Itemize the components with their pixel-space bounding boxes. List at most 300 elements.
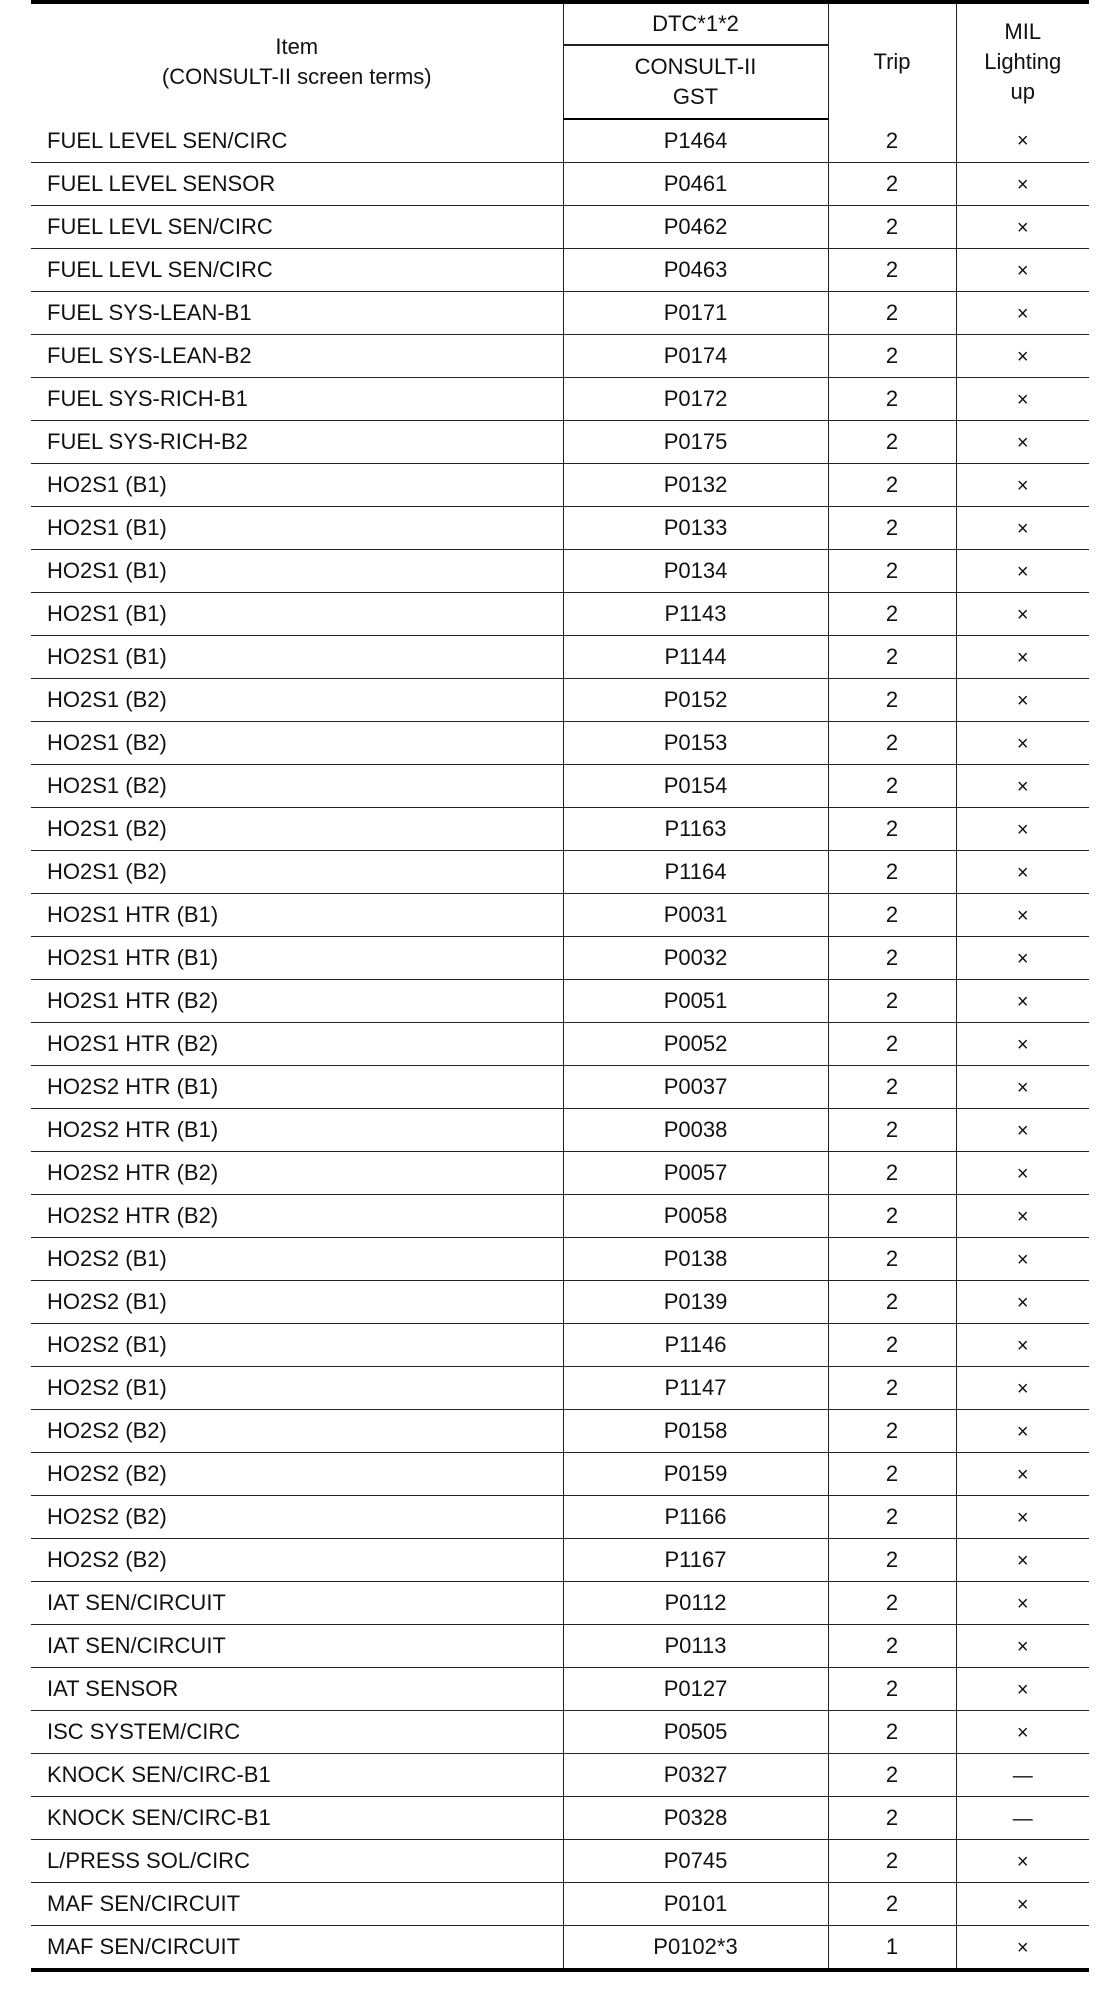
trip-cell-text: 2 bbox=[885, 1848, 899, 1873]
dtc-code-cell-text: P0174 bbox=[663, 343, 728, 368]
item-cell bbox=[31, 1023, 563, 1066]
trip-cell bbox=[828, 378, 956, 421]
mil-cell bbox=[956, 378, 1089, 421]
item-cell bbox=[31, 636, 563, 679]
dtc-code-cell-text: P0127 bbox=[663, 1676, 728, 1701]
trip-cell bbox=[828, 851, 956, 894]
item-cell-text: HO2S2 (B1) bbox=[47, 1246, 167, 1271]
item-header-label: Item bbox=[275, 33, 319, 59]
item-cell bbox=[31, 593, 563, 636]
mil-cell bbox=[956, 937, 1089, 980]
dtc-code-cell-text: P0032 bbox=[663, 945, 728, 970]
trip-cell-text: 2 bbox=[885, 1719, 899, 1744]
dtc-code-cell-text: P0505 bbox=[663, 1719, 728, 1744]
mil-cell-text: × bbox=[1016, 732, 1029, 755]
item-cell-text: FUEL SYS-RICH-B2 bbox=[47, 429, 248, 454]
item-cell bbox=[31, 464, 563, 507]
dtc-code-cell bbox=[563, 593, 828, 636]
dtc-code-cell bbox=[563, 1625, 828, 1668]
dtc-code-cell-text: P0031 bbox=[663, 902, 728, 927]
table-row bbox=[31, 1539, 1089, 1582]
trip-cell-text: 2 bbox=[885, 1504, 899, 1529]
trip-cell-text: 2 bbox=[885, 1375, 899, 1400]
item-cell bbox=[31, 292, 563, 335]
item-cell-text: HO2S2 HTR (B2) bbox=[47, 1160, 219, 1185]
trip-cell-text: 2 bbox=[885, 1332, 899, 1357]
trip-cell-text: 2 bbox=[885, 1246, 899, 1271]
table-row bbox=[31, 851, 1089, 894]
item-cell-text: HO2S1 (B2) bbox=[47, 687, 167, 712]
trip-column-header bbox=[828, 2, 956, 119]
dtc-code-cell-text: P0462 bbox=[663, 214, 728, 239]
dtc-code-cell bbox=[563, 550, 828, 593]
item-cell bbox=[31, 1496, 563, 1539]
mil-cell-text: × bbox=[1016, 775, 1029, 798]
mil-cell bbox=[956, 679, 1089, 722]
dtc-code-cell-text: P1464 bbox=[663, 128, 728, 153]
table-row bbox=[31, 119, 1089, 163]
mil-header-line2: Lighting bbox=[984, 48, 1062, 74]
trip-cell bbox=[828, 249, 956, 292]
table-row bbox=[31, 1109, 1089, 1152]
item-cell bbox=[31, 1754, 563, 1797]
dtc-code-cell-text: P1167 bbox=[664, 1547, 727, 1572]
item-cell bbox=[31, 1840, 563, 1883]
trip-cell bbox=[828, 119, 956, 163]
trip-cell bbox=[828, 937, 956, 980]
dtc-code-cell bbox=[563, 851, 828, 894]
mil-cell bbox=[956, 1410, 1089, 1453]
table-row bbox=[31, 1453, 1089, 1496]
trip-cell-text: 2 bbox=[885, 1031, 899, 1056]
table-row bbox=[31, 593, 1089, 636]
mil-cell-text: × bbox=[1016, 1850, 1029, 1873]
trip-cell bbox=[828, 1066, 956, 1109]
table-row bbox=[31, 1582, 1089, 1625]
mil-cell-text: × bbox=[1016, 517, 1029, 540]
trip-cell bbox=[828, 550, 956, 593]
table-row bbox=[31, 1238, 1089, 1281]
trip-cell-text: 2 bbox=[885, 1418, 899, 1443]
mil-column-header bbox=[956, 2, 1089, 119]
trip-cell-text: 2 bbox=[885, 1891, 899, 1916]
mil-cell-text: × bbox=[1016, 1162, 1029, 1185]
mil-cell-text: × bbox=[1016, 345, 1029, 368]
dtc-code-cell bbox=[563, 1324, 828, 1367]
table-row bbox=[31, 1152, 1089, 1195]
trip-cell-text: 2 bbox=[885, 257, 899, 282]
trip-cell bbox=[828, 1840, 956, 1883]
mil-cell bbox=[956, 206, 1089, 249]
mil-cell-text: × bbox=[1016, 1463, 1029, 1486]
mil-cell bbox=[956, 765, 1089, 808]
trip-cell bbox=[828, 679, 956, 722]
item-cell bbox=[31, 1367, 563, 1410]
trip-cell-text: 2 bbox=[885, 386, 899, 411]
trip-cell bbox=[828, 894, 956, 937]
mil-cell-text: × bbox=[1016, 1549, 1029, 1572]
dtc-code-cell-text: P0159 bbox=[663, 1461, 728, 1486]
dtc-code-cell bbox=[563, 1367, 828, 1410]
item-cell bbox=[31, 1668, 563, 1711]
table-row bbox=[31, 507, 1089, 550]
dtc-code-cell-text: P1164 bbox=[664, 859, 727, 884]
item-cell bbox=[31, 1582, 563, 1625]
table-row bbox=[31, 206, 1089, 249]
item-cell bbox=[31, 163, 563, 206]
table-row bbox=[31, 1367, 1089, 1410]
mil-cell bbox=[956, 1367, 1089, 1410]
item-cell bbox=[31, 1926, 563, 1971]
mil-cell-text: × bbox=[1016, 904, 1029, 927]
mil-cell bbox=[956, 1797, 1089, 1840]
dtc-code-cell-text: P0172 bbox=[663, 386, 728, 411]
trip-cell bbox=[828, 1926, 956, 1971]
trip-cell-text: 2 bbox=[885, 1117, 899, 1142]
dtc-code-cell-text: P0057 bbox=[663, 1160, 728, 1185]
table-row bbox=[31, 1840, 1089, 1883]
dtc-code-cell bbox=[563, 292, 828, 335]
table-row bbox=[31, 249, 1089, 292]
mil-cell bbox=[956, 1539, 1089, 1582]
table-row bbox=[31, 1496, 1089, 1539]
item-cell-text: IAT SEN/CIRCUIT bbox=[47, 1633, 226, 1658]
mil-cell-text: × bbox=[1016, 1119, 1029, 1142]
table-row bbox=[31, 335, 1089, 378]
dtc-sub-header bbox=[563, 45, 828, 119]
mil-cell-text: × bbox=[1016, 1635, 1029, 1658]
mil-cell bbox=[956, 636, 1089, 679]
table-row bbox=[31, 636, 1089, 679]
dtc-code-cell bbox=[563, 1109, 828, 1152]
trip-cell-text: 2 bbox=[885, 558, 899, 583]
mil-cell-text: × bbox=[1016, 1076, 1029, 1099]
item-cell-text: IAT SENSOR bbox=[47, 1676, 179, 1701]
table-row bbox=[31, 937, 1089, 980]
table-row bbox=[31, 1023, 1089, 1066]
trip-cell bbox=[828, 1410, 956, 1453]
trip-cell-text: 2 bbox=[885, 1590, 899, 1615]
item-cell bbox=[31, 249, 563, 292]
mil-cell bbox=[956, 1668, 1089, 1711]
trip-cell bbox=[828, 1582, 956, 1625]
table-row bbox=[31, 1711, 1089, 1754]
trip-cell-text: 2 bbox=[885, 343, 899, 368]
trip-cell-text: 2 bbox=[885, 429, 899, 454]
trip-cell bbox=[828, 421, 956, 464]
mil-cell-text: × bbox=[1016, 1248, 1029, 1271]
item-cell bbox=[31, 937, 563, 980]
trip-cell bbox=[828, 1367, 956, 1410]
mil-cell bbox=[956, 980, 1089, 1023]
mil-cell bbox=[956, 593, 1089, 636]
table-row bbox=[31, 1926, 1089, 1971]
mil-cell-text: × bbox=[1016, 1506, 1029, 1529]
dtc-code-cell bbox=[563, 1238, 828, 1281]
table-row bbox=[31, 421, 1089, 464]
mil-cell-text: × bbox=[1016, 1678, 1029, 1701]
dtc-code-cell bbox=[563, 206, 828, 249]
item-cell bbox=[31, 119, 563, 163]
table-row bbox=[31, 1797, 1089, 1840]
item-cell-text: L/PRESS SOL/CIRC bbox=[47, 1848, 250, 1873]
dtc-code-cell bbox=[563, 249, 828, 292]
dtc-code-cell bbox=[563, 421, 828, 464]
mil-cell-text: × bbox=[1016, 990, 1029, 1013]
dtc-code-cell-text: P0113 bbox=[664, 1633, 727, 1658]
trip-cell-text: 2 bbox=[885, 816, 899, 841]
dtc-code-cell-text: P1146 bbox=[664, 1332, 727, 1357]
mil-cell-text: × bbox=[1016, 431, 1029, 454]
item-cell bbox=[31, 1109, 563, 1152]
item-cell-text: HO2S2 HTR (B1) bbox=[47, 1117, 219, 1142]
trip-cell-text: 2 bbox=[885, 1633, 899, 1658]
dtc-code-cell bbox=[563, 378, 828, 421]
dtc-code-cell-text: P0037 bbox=[663, 1074, 728, 1099]
table-row bbox=[31, 808, 1089, 851]
mil-cell-text: × bbox=[1016, 173, 1029, 196]
dtc-code-cell-text: P0158 bbox=[663, 1418, 728, 1443]
dtc-header-label: DTC*1*2 bbox=[652, 11, 739, 36]
dtc-code-cell-text: P0058 bbox=[663, 1203, 728, 1228]
item-cell bbox=[31, 1410, 563, 1453]
mil-cell-text: — bbox=[1012, 1807, 1033, 1830]
trip-cell bbox=[828, 1023, 956, 1066]
trip-cell-text: 2 bbox=[885, 644, 899, 669]
item-cell-text: HO2S1 (B1) bbox=[47, 601, 167, 626]
dtc-code-cell bbox=[563, 1797, 828, 1840]
item-cell bbox=[31, 1238, 563, 1281]
trip-cell bbox=[828, 1281, 956, 1324]
trip-cell-text: 2 bbox=[885, 300, 899, 325]
mil-cell-text: × bbox=[1016, 259, 1029, 282]
item-cell bbox=[31, 851, 563, 894]
trip-cell-text: 2 bbox=[885, 1289, 899, 1314]
mil-cell-text: × bbox=[1016, 130, 1029, 152]
item-cell-text: HO2S2 (B1) bbox=[47, 1289, 167, 1314]
dtc-code-cell bbox=[563, 1883, 828, 1926]
mil-cell bbox=[956, 1109, 1089, 1152]
table-row bbox=[31, 1625, 1089, 1668]
mil-cell bbox=[956, 163, 1089, 206]
trip-cell bbox=[828, 1711, 956, 1754]
dtc-code-cell-text: P0461 bbox=[663, 171, 728, 196]
item-cell-text: FUEL LEVEL SENSOR bbox=[47, 171, 276, 196]
trip-cell bbox=[828, 636, 956, 679]
dtc-code-cell-text: P0133 bbox=[663, 515, 728, 540]
mil-cell bbox=[956, 1238, 1089, 1281]
dtc-code-cell-text: P0132 bbox=[663, 472, 728, 497]
mil-cell-text: × bbox=[1016, 603, 1029, 626]
mil-cell bbox=[956, 1711, 1089, 1754]
trip-cell-text: 2 bbox=[885, 472, 899, 497]
trip-cell bbox=[828, 1754, 956, 1797]
item-cell-text: HO2S2 (B2) bbox=[47, 1547, 167, 1572]
table-row bbox=[31, 1324, 1089, 1367]
item-cell bbox=[31, 1152, 563, 1195]
dtc-code-cell bbox=[563, 1152, 828, 1195]
mil-cell bbox=[956, 464, 1089, 507]
mil-cell bbox=[956, 1582, 1089, 1625]
mil-header-line1: MIL bbox=[1004, 18, 1042, 44]
dtc-code-cell bbox=[563, 808, 828, 851]
item-cell-text: HO2S2 (B1) bbox=[47, 1332, 167, 1357]
mil-cell bbox=[956, 1324, 1089, 1367]
dtc-code-cell-text: P0112 bbox=[664, 1590, 727, 1615]
mil-cell bbox=[956, 1496, 1089, 1539]
mil-cell bbox=[956, 808, 1089, 851]
table-row bbox=[31, 550, 1089, 593]
item-cell bbox=[31, 550, 563, 593]
table-row bbox=[31, 980, 1089, 1023]
dtc-table bbox=[31, 0, 1089, 1972]
dtc-code-cell-text: P0154 bbox=[663, 773, 728, 798]
trip-cell-text: 2 bbox=[885, 859, 899, 884]
mil-cell-text: × bbox=[1016, 646, 1029, 669]
dtc-code-cell bbox=[563, 1926, 828, 1971]
table-row bbox=[31, 1668, 1089, 1711]
dtc-code-cell bbox=[563, 894, 828, 937]
item-cell-text: HO2S1 (B2) bbox=[47, 816, 167, 841]
table-row bbox=[31, 1281, 1089, 1324]
item-cell-text: HO2S1 (B1) bbox=[47, 644, 167, 669]
mil-cell-text: × bbox=[1016, 216, 1029, 239]
trip-cell-text: 2 bbox=[885, 1762, 899, 1787]
dtc-code-cell bbox=[563, 722, 828, 765]
item-cell bbox=[31, 808, 563, 851]
mil-cell bbox=[956, 894, 1089, 937]
dtc-code-cell-text: P0052 bbox=[663, 1031, 728, 1056]
mil-cell-text: × bbox=[1016, 388, 1029, 411]
trip-cell bbox=[828, 1668, 956, 1711]
table-row bbox=[31, 163, 1089, 206]
item-cell-text: FUEL SYS-RICH-B1 bbox=[47, 386, 248, 411]
item-cell bbox=[31, 507, 563, 550]
mil-cell bbox=[956, 722, 1089, 765]
mil-cell bbox=[956, 335, 1089, 378]
trip-cell bbox=[828, 1797, 956, 1840]
trip-cell-text: 2 bbox=[885, 127, 899, 153]
mil-cell-text: × bbox=[1016, 1334, 1029, 1357]
item-cell-text: HO2S1 HTR (B2) bbox=[47, 1031, 219, 1056]
trip-cell-text: 2 bbox=[885, 601, 899, 626]
item-cell-text: HO2S1 (B1) bbox=[47, 515, 167, 540]
dtc-code-cell bbox=[563, 1840, 828, 1883]
item-cell-text: FUEL LEVL SEN/CIRC bbox=[47, 257, 273, 282]
trip-cell bbox=[828, 1883, 956, 1926]
item-cell-text: FUEL SYS-LEAN-B1 bbox=[47, 300, 252, 325]
mil-cell-text: × bbox=[1016, 1205, 1029, 1228]
trip-cell bbox=[828, 292, 956, 335]
dtc-code-cell bbox=[563, 1496, 828, 1539]
mil-cell-text: × bbox=[1016, 861, 1029, 884]
mil-header-line3: up bbox=[1010, 78, 1035, 104]
mil-cell bbox=[956, 1883, 1089, 1926]
dtc-code-cell-text: P0463 bbox=[663, 257, 728, 282]
trip-cell bbox=[828, 335, 956, 378]
dtc-code-cell bbox=[563, 1066, 828, 1109]
item-cell-text: KNOCK SEN/CIRC-B1 bbox=[47, 1805, 271, 1830]
mil-cell bbox=[956, 421, 1089, 464]
item-cell-text: HO2S2 HTR (B1) bbox=[47, 1074, 219, 1099]
trip-cell bbox=[828, 1195, 956, 1238]
dtc-code-cell-text: P0328 bbox=[663, 1805, 728, 1830]
item-cell bbox=[31, 1453, 563, 1496]
dtc-code-cell bbox=[563, 163, 828, 206]
trip-cell bbox=[828, 1109, 956, 1152]
dtc-code-cell bbox=[563, 119, 828, 163]
mil-cell-text: × bbox=[1016, 1592, 1029, 1615]
trip-cell bbox=[828, 722, 956, 765]
trip-cell-text: 2 bbox=[885, 902, 899, 927]
item-cell-text: ISC SYSTEM/CIRC bbox=[47, 1719, 241, 1744]
mil-cell bbox=[956, 1066, 1089, 1109]
item-cell bbox=[31, 679, 563, 722]
dtc-sub-header-line2: GST bbox=[672, 84, 719, 109]
item-cell-text: HO2S1 (B2) bbox=[47, 730, 167, 755]
item-cell-text: HO2S2 (B2) bbox=[47, 1461, 167, 1486]
item-cell bbox=[31, 722, 563, 765]
dtc-code-cell-text: P1163 bbox=[664, 816, 727, 841]
trip-cell-text: 2 bbox=[885, 945, 899, 970]
dtc-code-cell bbox=[563, 1668, 828, 1711]
mil-cell bbox=[956, 507, 1089, 550]
item-cell bbox=[31, 1281, 563, 1324]
table-row bbox=[31, 1066, 1089, 1109]
trip-cell bbox=[828, 808, 956, 851]
trip-cell bbox=[828, 507, 956, 550]
dtc-code-cell bbox=[563, 1195, 828, 1238]
mil-cell bbox=[956, 1926, 1089, 1971]
mil-cell-text: × bbox=[1016, 474, 1029, 497]
mil-cell-text: — bbox=[1012, 1764, 1033, 1787]
item-cell-text: HO2S2 (B2) bbox=[47, 1504, 167, 1529]
item-cell bbox=[31, 980, 563, 1023]
trip-cell-text: 2 bbox=[885, 515, 899, 540]
table-row bbox=[31, 679, 1089, 722]
mil-cell-text: × bbox=[1016, 1033, 1029, 1056]
dtc-code-cell bbox=[563, 464, 828, 507]
item-cell-text: MAF SEN/CIRCUIT bbox=[47, 1934, 241, 1959]
dtc-code-cell-text: P0134 bbox=[663, 558, 728, 583]
table-row bbox=[31, 894, 1089, 937]
mil-cell-text: × bbox=[1016, 1893, 1029, 1916]
dtc-code-cell-text: P0038 bbox=[663, 1117, 728, 1142]
mil-cell-text: × bbox=[1016, 1377, 1029, 1400]
trip-cell bbox=[828, 980, 956, 1023]
mil-cell-text: × bbox=[1016, 689, 1029, 712]
dtc-code-cell bbox=[563, 636, 828, 679]
mil-cell bbox=[956, 550, 1089, 593]
dtc-code-cell bbox=[563, 765, 828, 808]
trip-cell bbox=[828, 593, 956, 636]
dtc-code-cell-text: P1147 bbox=[664, 1375, 727, 1400]
trip-cell bbox=[828, 1453, 956, 1496]
table-row bbox=[31, 1410, 1089, 1453]
table-row bbox=[31, 1883, 1089, 1926]
trip-cell-text: 2 bbox=[885, 1805, 899, 1830]
table-header bbox=[31, 2, 1089, 119]
item-cell bbox=[31, 1066, 563, 1109]
dtc-code-cell bbox=[563, 335, 828, 378]
item-cell-text: FUEL SYS-LEAN-B2 bbox=[47, 343, 252, 368]
mil-cell bbox=[956, 1840, 1089, 1883]
dtc-code-cell-text: P0101 bbox=[663, 1891, 728, 1916]
mil-cell-text: × bbox=[1016, 560, 1029, 583]
item-cell-text: KNOCK SEN/CIRC-B1 bbox=[47, 1762, 271, 1787]
item-cell-text: HO2S2 (B1) bbox=[47, 1375, 167, 1400]
trip-cell bbox=[828, 1539, 956, 1582]
